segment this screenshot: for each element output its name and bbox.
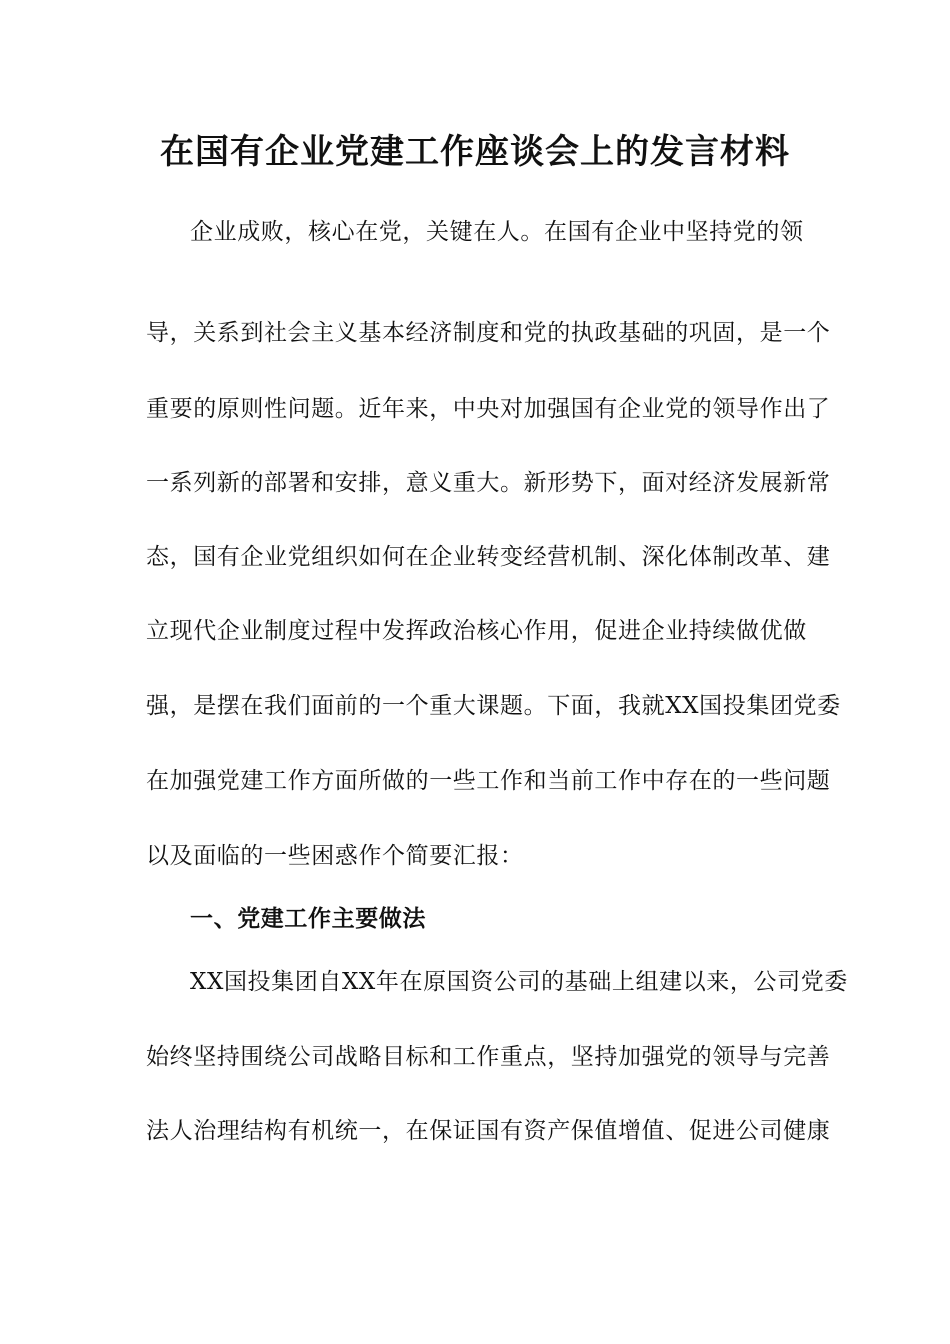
- paragraph-line: 以及面临的一些困惑作个简要汇报：: [146, 843, 524, 869]
- paragraph-line: 立现代企业制度过程中发挥政治核心作用，促进企业持续做优做: [146, 618, 807, 644]
- paragraph-line: 重要的原则性问题。近年来，中央对加强国有企业党的领导作出了: [146, 396, 831, 422]
- paragraph-line: 始终坚持围绕公司战略目标和工作重点，坚持加强党的领导与完善: [146, 1044, 831, 1070]
- paragraph-line: 法人治理结构有机统一，在保证国有资产保值增值、促进公司健康: [146, 1118, 831, 1144]
- document-title: 在国有企业党建工作座谈会上的发言材料: [160, 132, 790, 172]
- paragraph-line: 态，国有企业党组织如何在企业转变经营机制、深化体制改革、建: [146, 544, 831, 570]
- paragraph-line: 强，是摆在我们面前的一个重大课题。下面，我就XX国投集团党委: [146, 693, 841, 719]
- paragraph-line: 一系列新的部署和安排，意义重大。新形势下，面对经济发展新常: [146, 470, 831, 496]
- section-heading: 一、党建工作主要做法: [190, 906, 426, 932]
- paragraph-line: 导，关系到社会主义基本经济制度和党的执政基础的巩固，是一个: [146, 320, 831, 346]
- paragraph-line: 企业成败，核心在党，关键在人。在国有企业中坚持党的领: [190, 219, 804, 245]
- paragraph-line: XX国投集团自XX年在原国资公司的基础上组建以来，公司党委: [190, 969, 848, 995]
- paragraph-line: 在加强党建工作方面所做的一些工作和当前工作中存在的一些问题: [146, 768, 831, 794]
